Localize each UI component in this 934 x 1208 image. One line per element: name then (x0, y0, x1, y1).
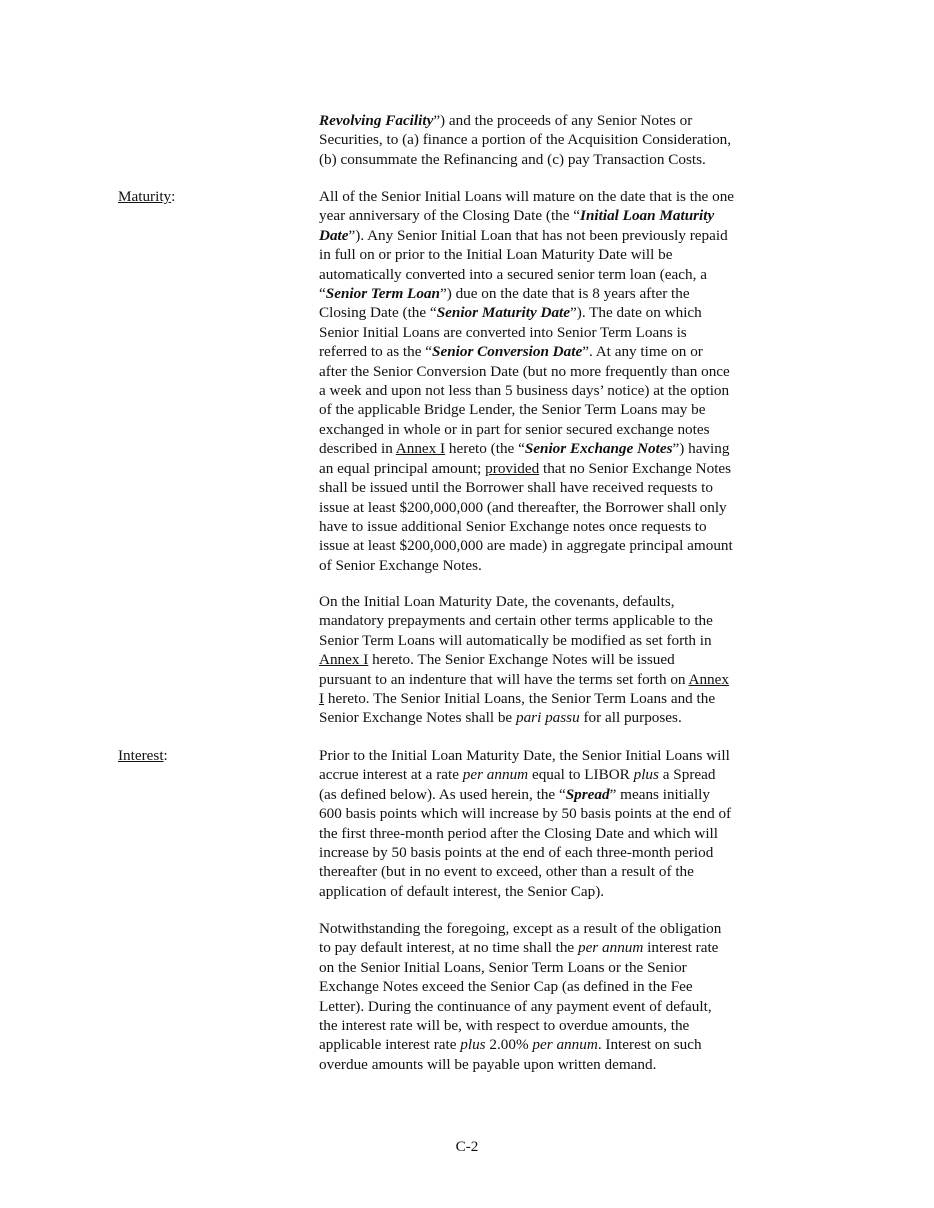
maturity-paragraph-2: On the Initial Loan Maturity Date, the covenants, defaults, mandatory prepayments and certain other terms applicable to the Senior Term Loans will automatically be modified as set forth in Annex I hereto. The Senior Exchange Notes will be issued pursuant to an indenture that will have the terms set forth on Annex I hereto. The Senior Initial Loans, the Senior Term Loans and the Senior Exchange Notes shall be pari passu for all purposes. (319, 593, 729, 727)
defined-term: Revolving Facility (319, 112, 434, 129)
interest-paragraph-2: Notwithstanding the foregoing, except as a result of the obligation to pay default interest, at no time shall the per annum interest rate on the Senior Initial Loans, Senior Term Loans or the Senior Exchange Notes exceed the Senior Cap (as defined in the Fee Letter). During the continuance of any payment event of default, the interest rate will be, with respect to overdue amounts, the applicable interest rate plus 2.00% per annum. Interest on such overdue amounts will be payable upon written demand. (319, 920, 722, 1073)
section-label-maturity: Maturity: (118, 188, 176, 205)
annex-reference: Annex I (319, 651, 369, 669)
interest-paragraph-1: Prior to the Initial Loan Maturity Date, the Senior Initial Loans will accrue interest at a rate per annum equal to LIBOR plus a Spread (as defined below). As used herein, the “Spread” means initially 600 basis points which will increase by 50 basis points at the end of the first three-month period after the Closing Date and which will increase by 50 basis points at the end of each three-month period thereafter (but in no event to exceed, other than a result of the application of default interest, the Senior Cap). (319, 747, 732, 900)
maturity-paragraph-1: All of the Senior Initial Loans will mature on the date that is the one year anniversary of the Closing Date (the “Initial Loan Maturity Date”). Any Senior Initial Loan that has not been previously repaid in full on or prior to the Initial Loan Maturity Date will be automatically converted into a secured senior term loan (each, a “Senior Term Loan”) due on the date that is 8 years after the Closing Date (the “Senior Maturity Date”). The date on which Senior Initial Loans are converted into Senior Term Loans is referred to as the “Senior Conversion Date”. At any time on or after the Senior Conversion Date (but no more frequently than once a week and upon not less than 5 business days’ notice) at the option of the applicable Bridge Lender, the Senior Term Loans may be exchanged in whole or in part for senior secured exchange notes described in Annex I hereto (the “Senior Exchange Notes”) having an equal principal amount; provided that no Senior Exchange Notes shall be issued until the Borrower shall have received requests to issue at least $200,000,000 (and thereafter, the Borrower shall only have to issue additional Senior Exchange notes once requests to issue at least $200,000,000 are made) in aggregate principal amount of Senior Exchange Notes. (319, 188, 735, 574)
intro-paragraph: Revolving Facility”) and the proceeds of any Senior Notes or Securities, to (a) finance a portion of the Acquisition Consideration, (b) consummate the Refinancing and (c) pay Transaction Costs. (319, 112, 732, 168)
page-number: C-2 (455, 1138, 479, 1155)
section-label-interest: Interest: (118, 747, 168, 764)
annex-reference: Annex I (395, 440, 446, 458)
